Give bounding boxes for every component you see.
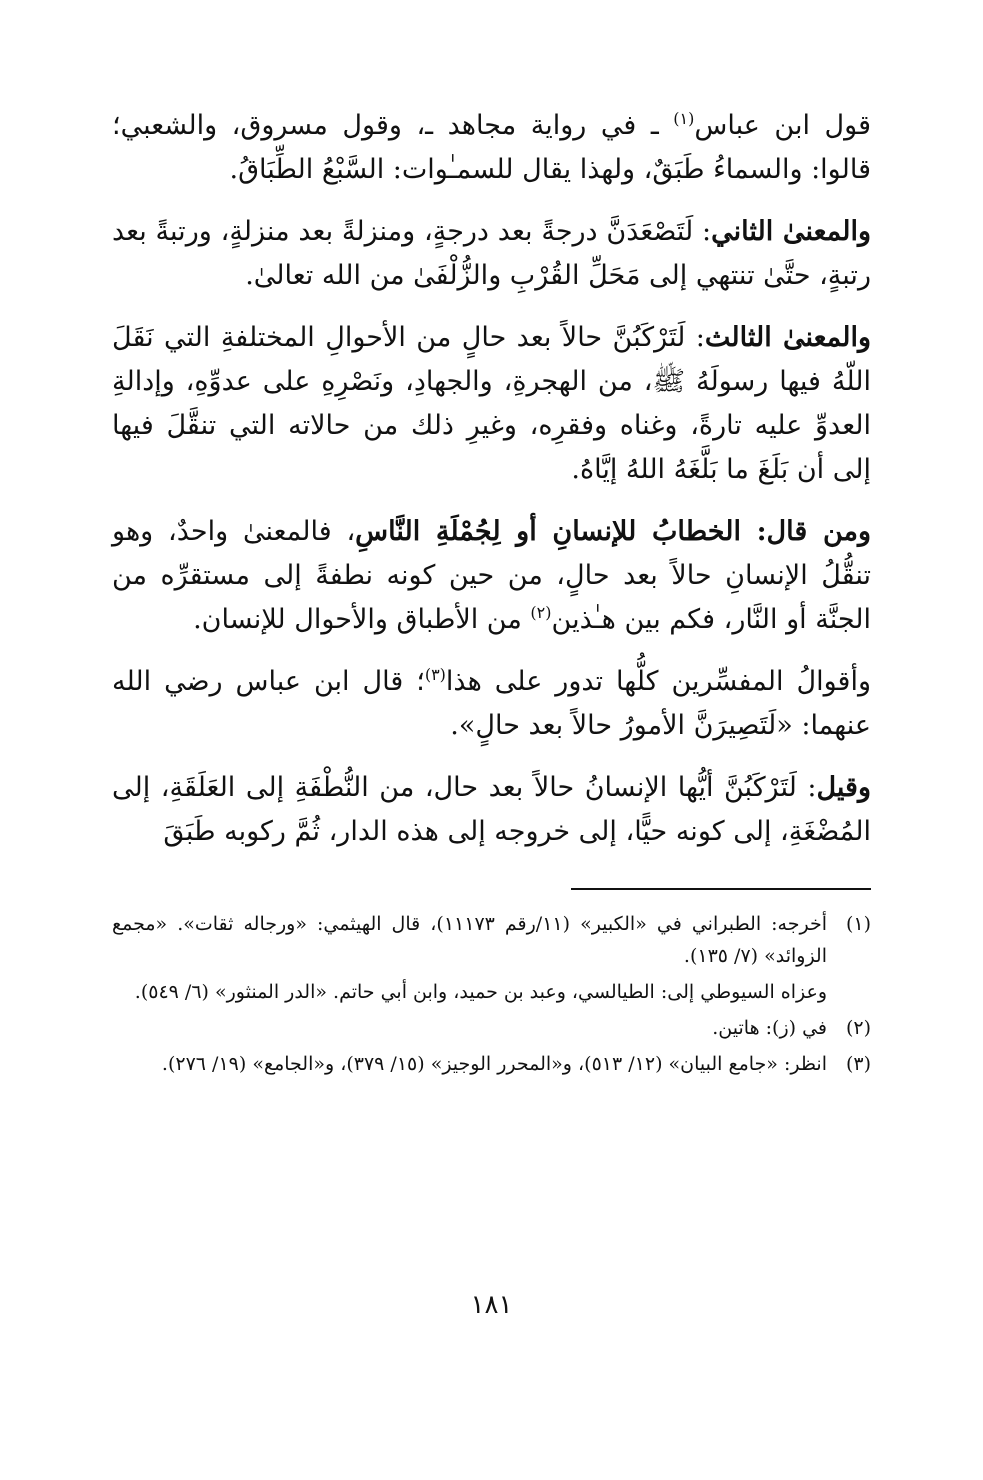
paragraph-lead: ومن قال: الخطابُ للإنسانِ أو لِجُمْلَةِ النَّاسِ <box>355 516 871 547</box>
footnote-ref[interactable]: (١) <box>673 109 695 128</box>
paragraph-text: : لَتَرْكَبُنَّ حالاً بعد حالٍ من الأحوالِ المختلفةِ التي نَقَلَ اللّهُ فيها رسولَهُ ﷺ، من الهجرةِ، والجهادِ، ونَصْرِهِ على عدوِّهِ، وإدالةِ العدوِّ عليه تارةً، وغناه وفقرِه، وغيرِ ذلك من حالاته التي تنقَّلَ فيها إلى أن بَلَغَ ما بَلَّغَهُ اللهُ إيَّاهُ. <box>112 322 871 485</box>
paragraph-6 <box>112 766 871 854</box>
paragraph-text: : لَتَصْعَدَنَّ درجةً بعد درجةٍ، ومنزلةً بعد منزلةٍ، ورتبةً بعد رتبةٍ، حتَّىٰ تنتهي إلى مَحَلِّ القُرْبِ والزُّلْفَىٰ من الله تعالىٰ. <box>112 216 871 291</box>
footnote-1 <box>112 908 871 972</box>
paragraph-text: وأقوالُ المفسِّرين كلُّها تدور على هذا <box>445 666 872 697</box>
paragraph-4 <box>112 510 871 642</box>
footnote-3 <box>112 1048 871 1080</box>
page-number: ١٨١ <box>470 1290 513 1320</box>
paragraph-text: ، فالمعنىٰ واحدٌ، وهو تنقُّلُ الإنسانِ حالاً بعد حالٍ، من حين كونه نطفةً إلى مستقرِّه من الجنَّة أو النَّار، فكم بين هـٰذين <box>112 516 871 635</box>
paragraph-2 <box>112 210 871 298</box>
footnote-text: انظر: «جامع البيان» (١٢/ ٥١٣)، و«المحرر الوجيز» (١٥/ ٣٧٩)، و«الجامع» (١٩/ ٢٧٦). <box>161 1053 827 1075</box>
paragraph-text: قول ابن عباس <box>694 110 871 141</box>
paragraph-lead: والمعنىٰ الثاني <box>711 216 871 247</box>
footnote-number <box>827 976 871 1008</box>
paragraph-rest: ـ في رواية مجاهد ـ، وقول مسروق، والشعبي؛ قالوا: والسماءُ طَبَقٌ، ولهذا يقال للسمـٰوات: السَّبْعُ الطِّبَاقُ. <box>112 110 871 185</box>
paragraph-1 <box>112 104 871 192</box>
footnote-number: (١) <box>845 913 871 935</box>
paragraph-text: : لَتَرْكَبُنَّ أيُّها الإنسانُ حالاً بعد حال، من النُّطْفَةِ إلى العَلَقَةِ، إلى المُضْغَةِ، إلى كونه حيًّا، إلى خروجه إلى هذه الدار، ثُمَّ ركوبه طَبَقَ <box>112 772 871 847</box>
footnote-text: في (ز): هاتين. <box>712 1017 827 1039</box>
footnote-separator <box>571 888 871 890</box>
footnote-2 <box>112 1012 871 1044</box>
footnote-number: (٣) <box>845 1053 871 1075</box>
footnote-text: وعزاه السيوطي إلى: الطيالسي، وعبد بن حميد، وابن أبي حاتم. «الدر المنثور» (٦/ ٥٤٩). <box>134 981 827 1003</box>
footnote-text: أخرجه: الطبراني في «الكبير» (١١/رقم ١١١٧٣)، قال الهيثمي: «ورجاله ثقات». «مجمع الزوائد» (٧/ ١٣٥). <box>112 913 827 967</box>
paragraph-lead: وقيل <box>816 772 871 803</box>
paragraph-3 <box>112 316 871 492</box>
footnote-1-continued <box>112 976 871 1008</box>
footnote-ref[interactable]: (٣) <box>424 665 446 684</box>
footnote-number: (٢) <box>845 1017 871 1039</box>
paragraph-rest: من الأطباق والأحوال للإنسان. <box>193 604 531 635</box>
paragraph-rest: ؛ قال ابن عباس رضي الله عنهما: «لَتَصِيرَنَّ الأمورُ حالاً بعد حالٍ». <box>112 666 871 741</box>
paragraph-5 <box>112 660 871 748</box>
paragraph-lead: والمعنىٰ الثالث <box>704 322 872 353</box>
footnote-ref[interactable]: (٢) <box>530 603 552 622</box>
